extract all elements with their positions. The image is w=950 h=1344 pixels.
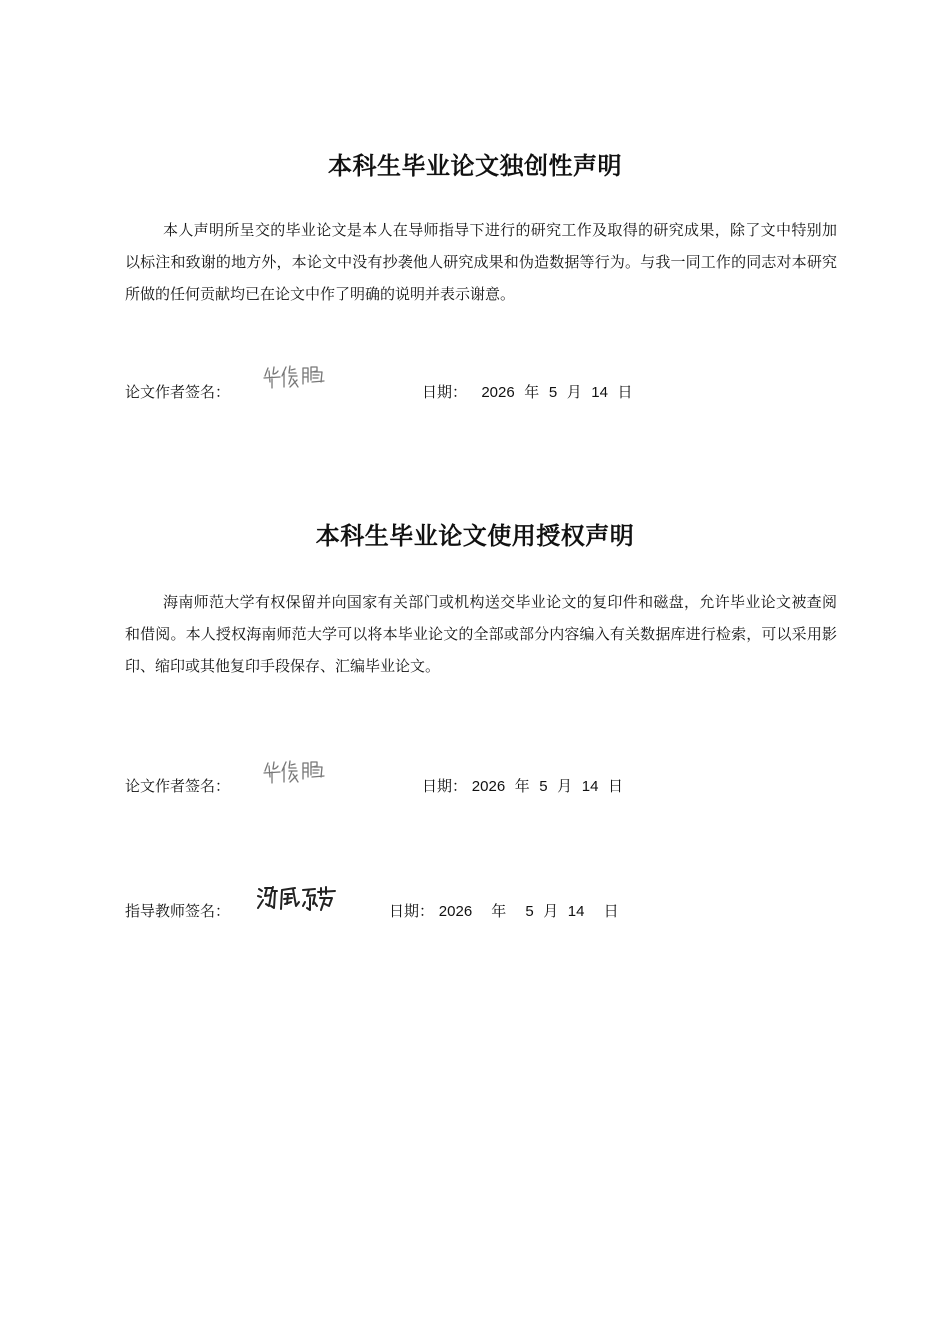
date-month-unit: 月 xyxy=(543,902,559,920)
date-month: 5 xyxy=(539,778,548,795)
date-month-unit: 月 xyxy=(566,383,582,401)
handwritten-signature-icon xyxy=(262,362,332,392)
advisor-label: 指导教师签名： xyxy=(125,902,231,920)
date-month: 5 xyxy=(525,903,534,920)
date-day-unit: 日 xyxy=(607,777,623,795)
authorization-date xyxy=(422,775,623,796)
date-year-unit: 年 xyxy=(524,383,540,401)
advisor-signature xyxy=(255,882,340,916)
date-year: 2026 xyxy=(481,384,515,401)
date-label: 日期： xyxy=(422,383,468,401)
date-day: 14 xyxy=(581,778,599,795)
date-day-unit: 日 xyxy=(617,383,633,401)
date-label: 日期： xyxy=(389,902,435,920)
authorization-title: 本科生毕业论文使用授权声明 xyxy=(315,522,635,550)
authorization-body: 海南师范大学有权保留并向国家有关部门或机构送交毕业论文的复印件和磁盘，允许毕业论文被查阅和借阅。本人授权海南师范大学可以将本毕业论文的全部或部分内容编入有关数据库进行检索，可以采用影印、缩印或其他复印手段保存、汇编毕业论文。 xyxy=(125,593,837,675)
originality-title: 本科生毕业论文独创性声明 xyxy=(328,152,622,180)
date-label: 日期： xyxy=(422,777,468,795)
date-day-unit: 日 xyxy=(603,902,619,920)
handwritten-signature-icon xyxy=(255,882,340,916)
authorization-author-signature xyxy=(262,757,332,787)
originality-body: 本人声明所呈交的毕业论文是本人在导师指导下进行的研究工作及取得的研究成果，除了文中特别加以标注和致谢的地方外，本论文中没有抄袭他人研究成果和伪造数据等行为。与我一同工作的同志对本研究所做的任何贡献均已在论文中作了明确的说明并表示谢意。 xyxy=(125,221,837,303)
date-month: 5 xyxy=(548,384,558,401)
date-year: 2026 xyxy=(471,778,506,795)
originality-author-label: 论文作者签名： xyxy=(125,383,231,401)
advisor-date xyxy=(389,900,619,921)
date-year: 2026 xyxy=(438,903,473,920)
date-year-unit: 年 xyxy=(514,777,530,795)
handwritten-signature-icon xyxy=(262,757,332,787)
authorization-author-label: 论文作者签名： xyxy=(125,777,231,795)
originality-date xyxy=(422,381,633,402)
date-day: 14 xyxy=(567,903,585,920)
date-day: 14 xyxy=(591,384,608,401)
date-month-unit: 月 xyxy=(557,777,573,795)
date-year-unit: 年 xyxy=(491,902,507,920)
originality-author-signature xyxy=(262,362,332,392)
